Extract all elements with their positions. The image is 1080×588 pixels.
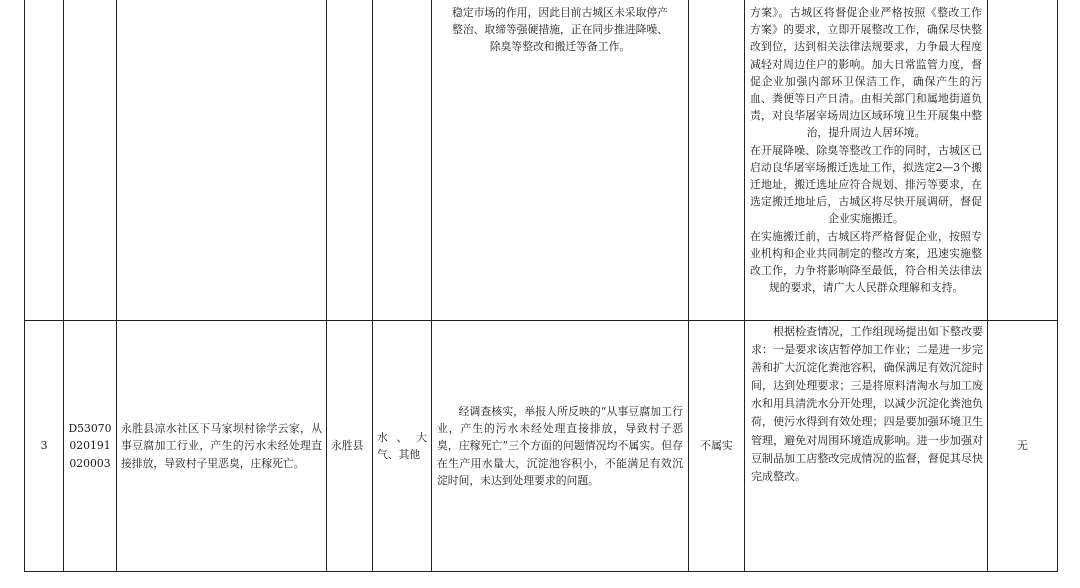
prev-measures-cell	[750, 4, 982, 319]
grid-line	[744, 0, 745, 572]
findings-cell	[437, 321, 683, 571]
complaint-code-line: D53070	[68, 422, 112, 436]
complaint-content-cell	[121, 321, 322, 571]
prev-measures-paragraph: 在开展降噪、除臭等整改工作的同时，古城区已启动良华屠宰场搬迁选址工作，拟选定2—3个搬迁地址，搬迁选址应符合规划、排污等要求，在选定搬迁地址后，古城区将尽快开展调研，督促企业实施搬迁。	[750, 143, 982, 226]
grid-line	[326, 0, 327, 572]
prev-findings-line: 除臭等整改和搬迁等备工作。	[489, 40, 631, 54]
county-cell	[331, 321, 369, 571]
grid-line	[372, 0, 373, 572]
grid-line	[431, 0, 432, 572]
prev-findings-cell	[436, 4, 684, 56]
investigation-findings: 经调查核实，举报人所反映的“从事豆腐加工行业，产生的污水未经处理直接排放，导致村子恶臭，庄稼死亡”三个方面的问题情况均不属实。但存在生产用水量大，沉淀池容积小，不能满足有效沉淀时间，未达到处理要求的问题。	[437, 404, 683, 487]
county: 永胜县	[331, 439, 364, 453]
pollution-type-cell	[377, 321, 427, 571]
grid-line	[116, 0, 117, 572]
remarks: 无	[1017, 439, 1028, 453]
row-index: 3	[40, 439, 48, 453]
complaint-content: 永胜县凉水社区下马家坝村徐学云家，从事豆腐加工行业，产生的污水未经处理直接排放，导致村子里恶臭，庄稼死亡。	[121, 422, 322, 470]
complaint-code-line: 020003	[69, 456, 111, 470]
complaint-code-cell	[64, 321, 116, 571]
prev-findings-line: 整治、取缔等强硬措施，正在同步推进降噪、	[452, 23, 668, 37]
verdict: 不属实	[700, 439, 733, 453]
prev-measures-paragraph: 方案》。古城区将督促企业严格按照《整改工作方案》的要求，立即开展整改工作，确保尽快整改到位，达到相关法律法规要求，力争最大程度减轻对周边住户的影响。加大日常监管力度，督促企业加强内部环卫保洁工作，确保产生的污血、粪便等日产日清。由相关部门和属地街道负责，对良华屠宰场周边区域环境卫生开展集中整治，提升周边人居环境。	[750, 6, 982, 140]
prev-measures-paragraph: 在实施搬迁前，古城区将严格督促企业，按照专业机构和企业共同制定的整改方案，迅速实施整改工作，力争将影响降至最低，符合相关法律法规的要求，请广大人民群众理解和支持。	[750, 229, 982, 295]
rectification-measures: 根据检查情况，工作组现场提出如下整改要求：一是要求该店暂停加工作业；二是进一步完善和扩大沉淀化粪池容积，确保满足有效沉淀时间，达到处理要求；三是将原料清淘水与加工废水和用具清洗水分开处理，以减少沉淀化粪池负荷，使污水得到有效处理；四是要加强环境卫生管理，避免对周围环境造成影响。进一步加强对豆制品加工店整改完成情况的监督，督促其尽快完成整改。	[751, 325, 983, 483]
prev-findings-line: 稳定市场的作用，因此目前古城区未采取停产	[452, 6, 668, 19]
table-bottom-border	[24, 571, 1058, 572]
measures-cell	[751, 323, 983, 571]
complaint-code	[68, 420, 111, 472]
grid-line	[1057, 0, 1058, 572]
pollution-type: 水、大气、其他	[377, 430, 427, 461]
complaint-code-line: 020191	[69, 439, 111, 453]
